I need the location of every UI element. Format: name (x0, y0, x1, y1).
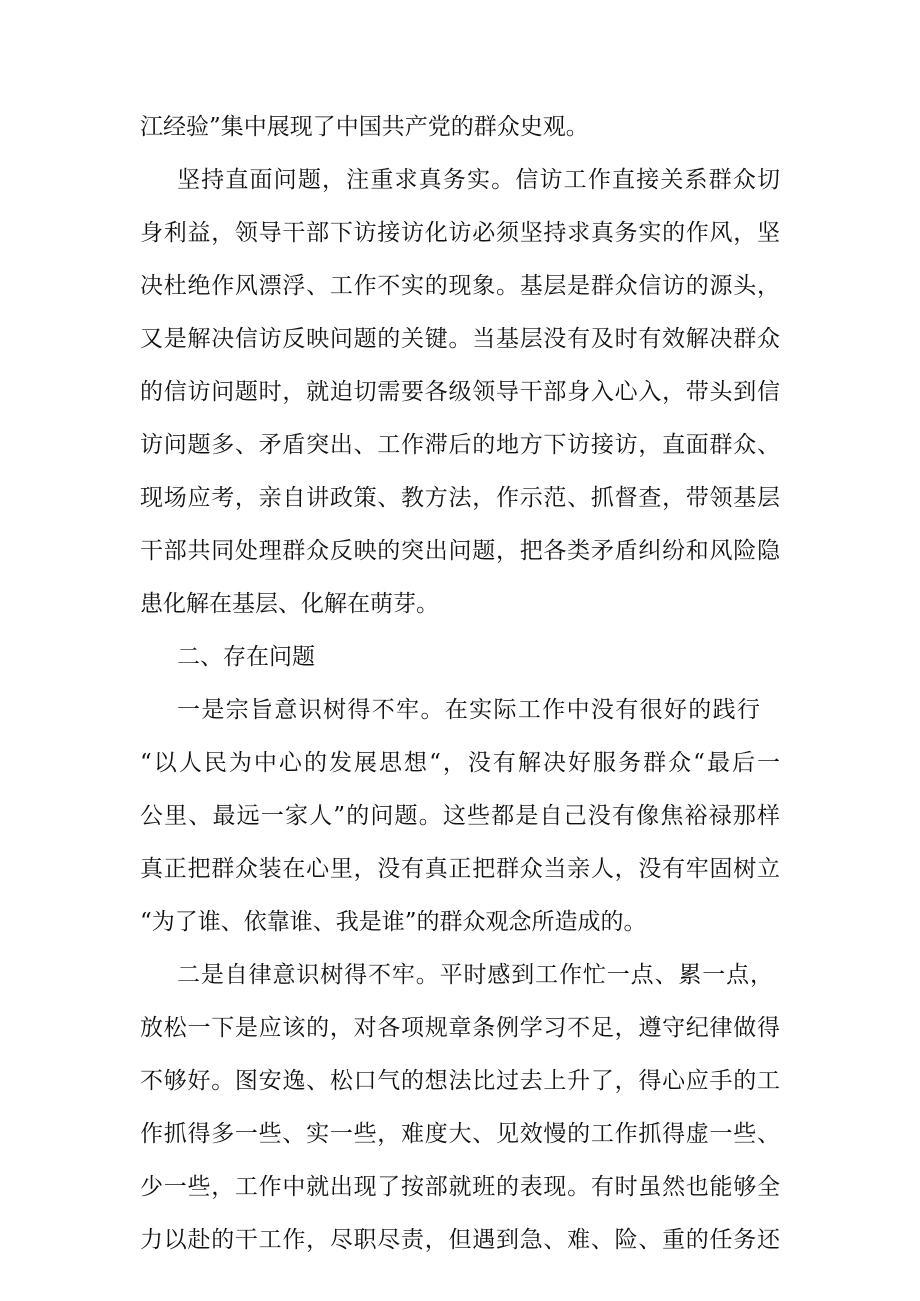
text-line: 一是宗旨意识树得不牢。在实际工作中没有很好的践行 (177, 697, 760, 723)
text-line: 不够好。图安逸、松口气的想法比过去上升了，得心应手的工 (140, 1068, 780, 1094)
text-line: 真正把群众装在心里，没有真正把群众当亲人，没有牢固树立 (140, 856, 780, 882)
text-line: 公里、最远一家人”的问题。这些都是自己没有像焦裕禄那样 (140, 803, 780, 829)
text-line: 干部共同处理群众反映的突出问题，把各类矛盾纠纷和风险隐 (140, 538, 780, 564)
text-line: “以人民为中心的发展思想“，没有解决好服务群众“最后一 (140, 750, 780, 776)
text-line: 作抓得多一些、实一些，难度大、见效慢的工作抓得虚一些、 (140, 1121, 780, 1147)
text-line: 患化解在基层、化解在萌芽。 (140, 591, 439, 617)
text-line: 现场应考，亲自讲政策、教方法，作示范、抓督查，带领基层 (140, 485, 780, 511)
text-line: 放松一下是应该的，对各项规章条例学习不足，遵守纪律做得 (140, 1015, 780, 1041)
text-line: 决杜绝作风漂浮、工作不实的现象。基层是群众信访的源头， (140, 273, 780, 299)
text-line: 少一些，工作中就出现了按部就班的表现。有时虽然也能够全 (140, 1174, 780, 1200)
text-line: 二是自律意识树得不牢。平时感到工作忙一点、累一点， (177, 962, 773, 988)
text-line: 又是解决信访反映问题的关键。当基层没有及时有效解决群众 (140, 326, 780, 352)
text-line: 江经验”集中展现了中国共产党的群众史观。 (140, 114, 589, 140)
text-line: 访问题多、矛盾突出、工作滞后的地方下访接访，直面群众、 (140, 432, 780, 458)
text-line: 坚持直面问题，注重求真务实。信访工作直接关系群众切 (177, 167, 780, 193)
text-line: 身利益，领导干部下访接访化访必须坚持求真务实的作风，坚 (140, 220, 780, 246)
text-line: “为了谁、依靠谁、我是谁”的群众观念所造成的。 (140, 909, 647, 935)
text-line: 的信访问题时，就迫切需要各级领导干部身入心入，带头到信 (140, 379, 780, 405)
section-heading: 二、存在问题 (177, 644, 315, 670)
text-line: 力以赴的干工作，尽职尽责，但遇到急、难、险、重的任务还 (140, 1227, 780, 1253)
